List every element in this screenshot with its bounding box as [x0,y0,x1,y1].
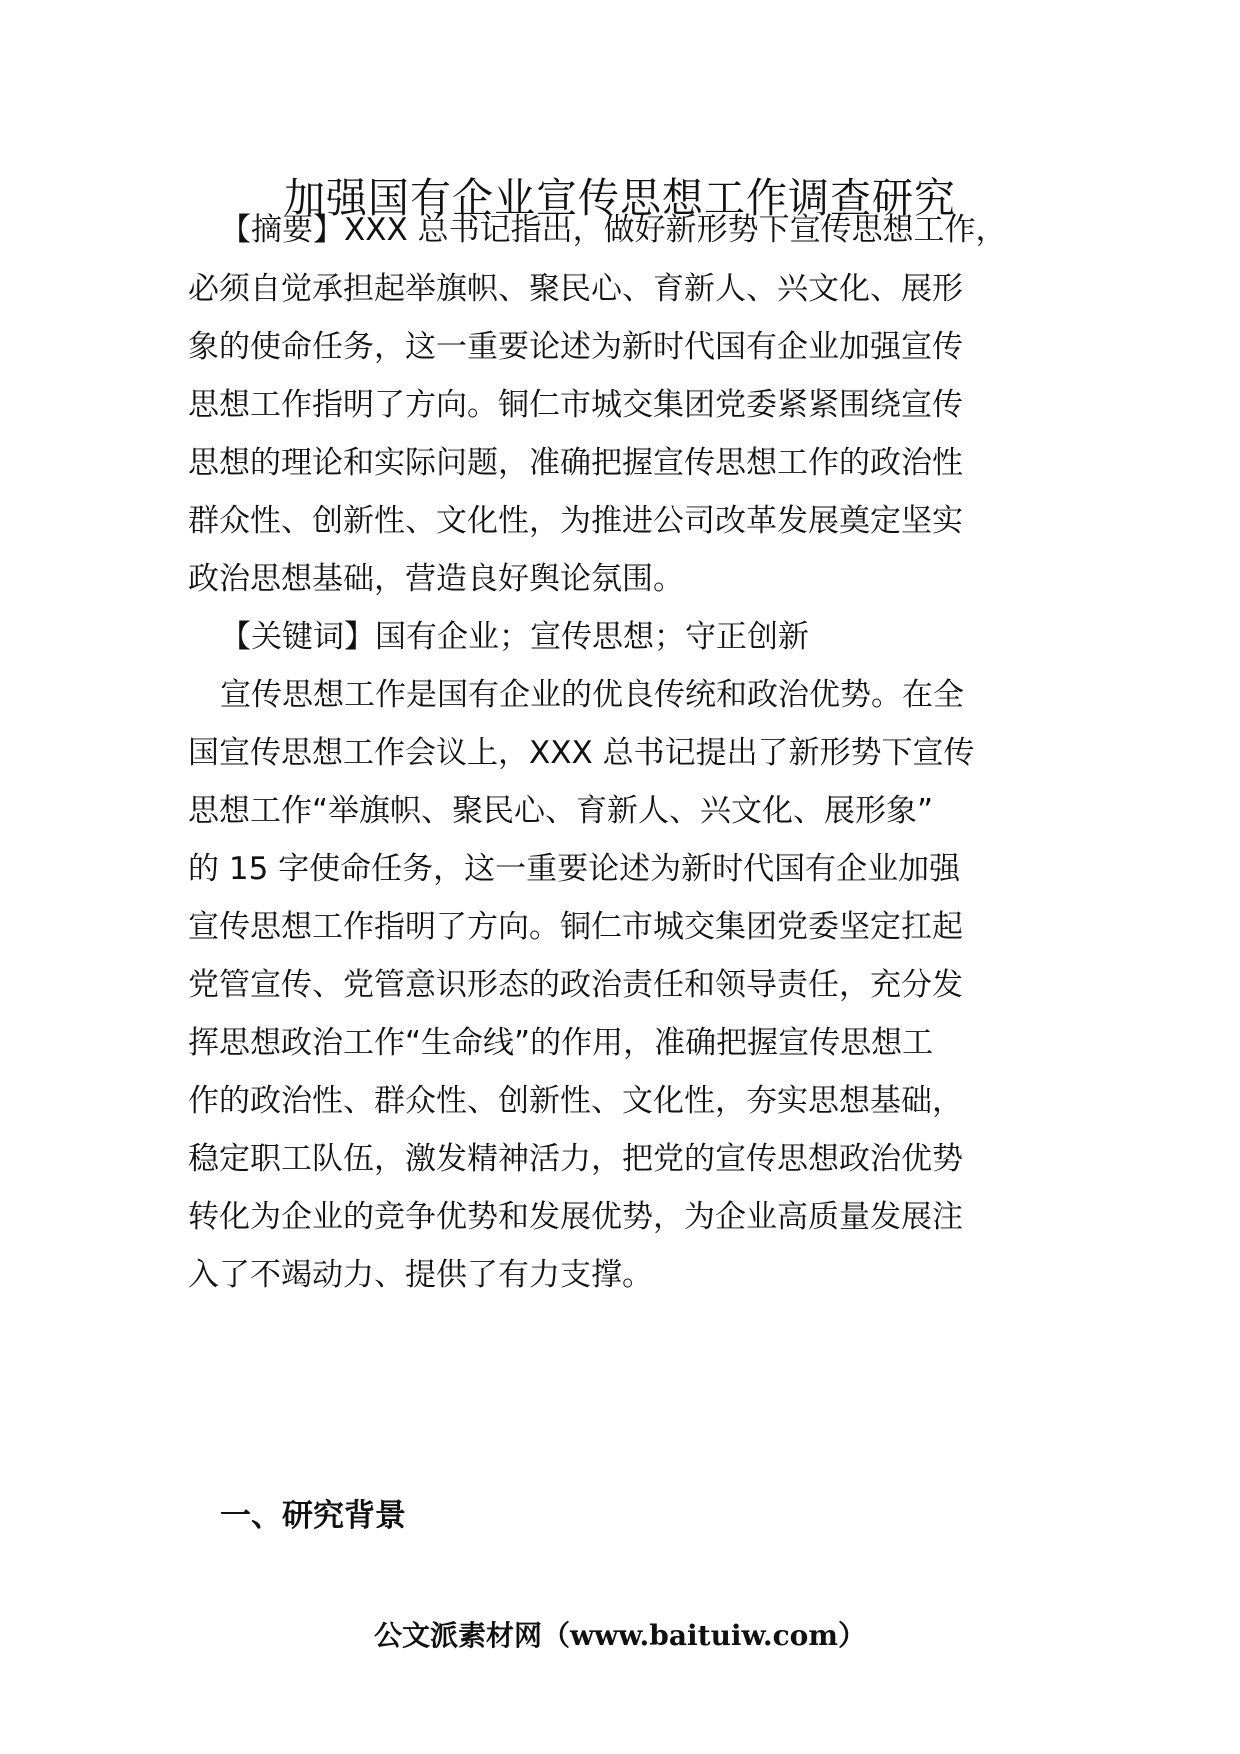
abstract-line: 政治思想基础，营造良好舆论氛围。 [188,561,684,597]
body-line: 入了不竭动力、提供了有力支撑。 [188,1257,653,1293]
abstract-line: 【摘要】XXX 总书记指出，做好新形势下宣传思想工作， [220,212,1007,248]
abstract-line: 思想工作指明了方向。铜仁市城交集团党委紧紧围绕宣传 [188,387,963,423]
footer-source-text: 公文派素材网（www.baituiw.com） [374,1619,866,1652]
body-line: 转化为企业的竞争优势和发展优势，为企业高质量发展注 [188,1199,963,1235]
body-line: 党管宣传、党管意识形态的政治责任和领导责任，充分发 [188,967,963,1003]
abstract-line: 象的使命任务，这一重要论述为新时代国有企业加强宣传 [188,329,963,365]
body-line: 稳定职工队伍，激发精神活力，把党的宣传思想政治优势 [188,1141,963,1177]
body-line: 挥思想政治工作“生命线”的作用，准确把握宣传思想工 [188,1025,934,1061]
body-line: 的 15 字使命任务，这一重要论述为新时代国有企业加强 [188,851,961,887]
body-line: 宣传思想工作是国有企业的优良传统和政治优势。在全 [220,677,964,713]
body-line: 国宣传思想工作会议上，XXX 总书记提出了新形势下宣传 [188,735,975,771]
document-title: 加强国有企业宣传思想工作调查研究 [284,174,956,222]
body-line: 宣传思想工作指明了方向。铜仁市城交集团党委坚定扛起 [188,909,963,945]
section-heading: 一、研究背景 [220,1498,406,1534]
keywords-line: 【关键词】国有企业；宣传思想；守正创新 [220,619,809,655]
abstract-line: 思想的理论和实际问题，准确把握宣传思想工作的政治性 [188,445,963,481]
abstract-line: 必须自觉承担起举旗帜、聚民心、育新人、兴文化、展形 [188,271,963,307]
abstract-line: 群众性、创新性、文化性，为推进公司改革发展奠定坚实 [188,503,963,539]
body-line: 思想工作“举旗帜、聚民心、育新人、兴文化、展形象” [188,793,934,829]
body-line: 作的政治性、群众性、创新性、文化性，夯实思想基础， [188,1083,963,1119]
